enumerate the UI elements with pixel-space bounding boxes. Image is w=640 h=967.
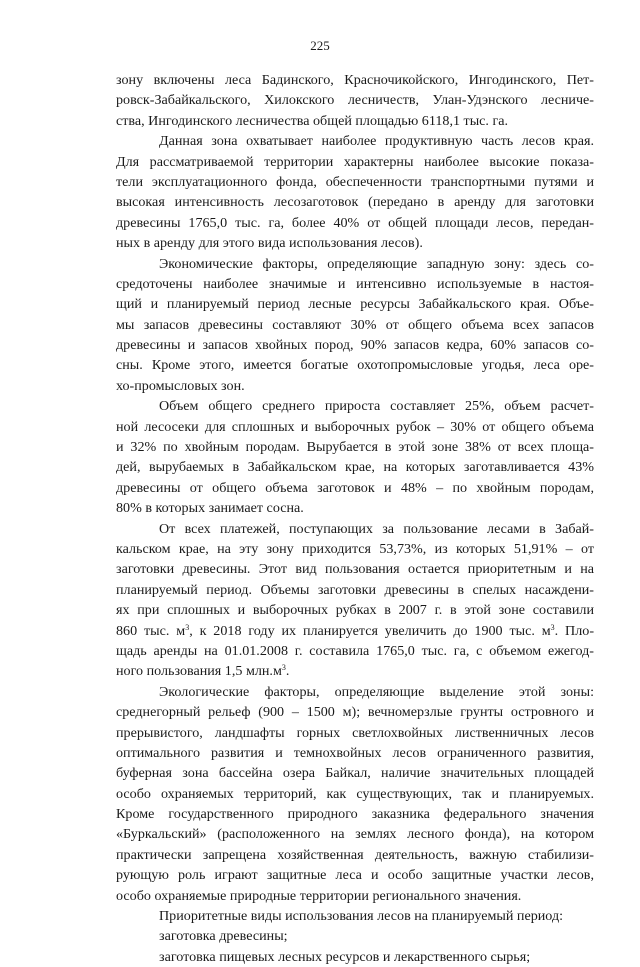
body-text — [116, 70, 594, 967]
text-line: планируемый период. Объемы заготовки древесины в спелых насаждени- — [116, 581, 594, 598]
text-line: 80% в которых занимает сосна. — [116, 500, 304, 517]
text-line: мы запасов древесины составляют 30% от общего объема всех запасов — [116, 316, 594, 333]
page-number: 225 — [310, 38, 330, 53]
text-line: Для рассматриваемой территории характерны наиболее высокие показа- — [116, 153, 594, 170]
text-line: древесины от общего объема заготовок и 48% – по хвойным породам, — [116, 479, 594, 496]
text-line: оптимального развития и темнохвойных лесов ограниченного развития, — [116, 744, 594, 761]
text-line: От всех платежей, поступающих за пользование лесами в Забай- — [159, 520, 594, 537]
list-item: заготовка пищевых лесных ресурсов и лекарственного сырья; — [159, 948, 531, 965]
text-line: практически запрещена хозяйственная деятельность, важную стабилизи- — [116, 846, 594, 863]
text-line: 860 тыс. $м^3$, к 2018 году их планируется увеличить до 1900 тыс. $м^3$. Пло- — [116, 622, 595, 639]
text-line: Экологические факторы, определяющие выделение этой зоны: — [159, 683, 594, 700]
text-line: высокая интенсивность лесозаготовок (передано в аренду для заготовки — [116, 194, 594, 211]
text-line: Кроме государственного природного заказника федерального значения — [116, 806, 594, 823]
text-line: Объем общего среднего прироста составляет 25%, объем расчет- — [159, 398, 594, 415]
text-line: прерывистого, ландшафты горных светлохвойных лиственничных лесов — [116, 724, 594, 741]
text-line: Приоритетные виды использования лесов на планируемый период: — [159, 908, 564, 925]
text-line: щадь аренды на 01.01.2008 г. составила 1765,0 тыс. га, с объемом ежегод- — [116, 642, 594, 659]
text-line: Экономические факторы, определяющие западную зону: здесь со- — [159, 255, 594, 272]
text-line: особо охраняемые природные территории регионального значения. — [116, 887, 522, 904]
text-line: среднегорный рельеф (900 – 1500 м); вечномерзлые грунты островного и — [116, 704, 594, 721]
text-line: ства, Ингодинского лесничества общей площадью 6118,1 тыс. га. — [116, 112, 509, 129]
text-line: Данная зона охватывает наиболее продуктивную часть лесов края. — [159, 133, 594, 150]
text-line: щий и планируемый период лесные ресурсы Забайкальского края. Объе- — [116, 296, 594, 313]
text-line: ной лесосеки для сплошных и выборочных рубок – 30% от общего объема — [116, 418, 594, 435]
text-line: заготовки древесины. Этот вид пользования остается приоритетным и на — [116, 561, 594, 578]
text-line: дей, вырубаемых в Забайкальском крае, на которых заготавливается 43% — [116, 459, 594, 476]
text-line: зону включены леса Бадинского, Красночикойского, Ингодинского, Пет- — [116, 72, 594, 88]
text-line: тели эксплуатационного фонда, обеспеченности транспортными путями и — [116, 173, 594, 190]
text-line: буферная зона бассейна озера Байкал, наличие значительных площадей — [116, 765, 594, 782]
text-line: древесины и запасов хвойных пород, 90% запасов кедра, 60% запасов со- — [116, 337, 594, 354]
text-line: кальском крае, на эту зону приходится 53,73%, из которых 51,91% – от — [116, 540, 594, 557]
text-line: «Буркальский» (расположенного на землях лесного фонда), на котором — [116, 826, 594, 843]
text-line: средоточены наиболее значимые и интенсивно используемые в настоя- — [116, 275, 594, 292]
text-line: древесины 1765,0 тыс. га, более 40% от общей площади лесов, передан- — [116, 214, 594, 231]
text-line: и 32% по хвойным породам. Вырубается в этой зоне 38% от всех площа- — [116, 439, 594, 456]
text-line: ях при сплошных и выборочных рубках в 2007 г. в этой зоне составили — [116, 602, 594, 619]
text-line: хо-промысловых зон. — [116, 377, 245, 394]
text-line: рующую роль играют защитные леса и особо защитные участки лесов, — [116, 867, 594, 884]
text-line: особо охраняемых территорий, как существующих, так и планируемых. — [116, 785, 594, 802]
text-line: ного пользования 1,5 $млн.м^3$. — [116, 663, 290, 680]
text-line: сны. Кроме этого, имеется богатые охотопромысловые угодья, леса оре- — [116, 357, 594, 374]
list-item: заготовка древесины; — [159, 928, 288, 945]
text-line: ровск-Забайкальского, Хилокского лесничеств, Улан-Удэнского лесниче- — [116, 92, 594, 109]
text-line: ных в аренду для этого вида использования лесов). — [116, 235, 423, 252]
